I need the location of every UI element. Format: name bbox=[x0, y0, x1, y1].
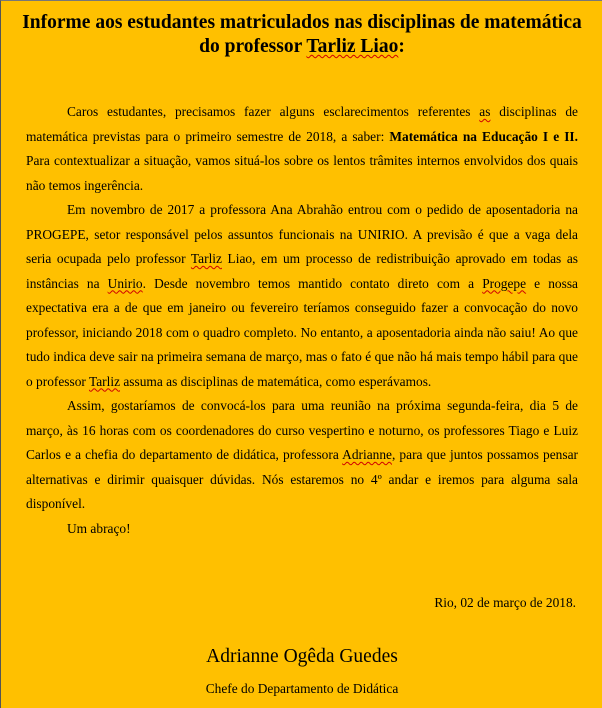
title-line-1: Informe aos estudantes matriculados nas disciplinas de matemática bbox=[22, 12, 582, 33]
paragraph-context bbox=[26, 198, 578, 394]
text-run: assuma as disciplinas de matemática, como esperávamos. bbox=[120, 373, 432, 389]
letter-date: Rio, 02 de março de 2018. bbox=[434, 595, 576, 610]
title-line-2 bbox=[11, 35, 593, 59]
text-run: Tarliz bbox=[190, 251, 222, 266]
paragraph-greeting bbox=[26, 100, 578, 198]
text-run: Em novembro de 2017 a professora Ana Abrahão entrou com o pedido de aposentadoria na PROGEPE, setor responsável pelos assuntos funcionais na UNIRIO. A previsão é que a vaga dela seria ocupada pelo professor bbox=[26, 202, 578, 266]
professor-name: Tarliz Liao bbox=[306, 36, 399, 57]
document-title bbox=[11, 11, 593, 59]
text-run: Assim, gostaríamos de convocá-los para uma reunião na próxima segunda-feira, dia 5 de março, às 16 horas com os coordenadores do curso vespertino e noturno, os professores Tiago e Luiz Carlos e a chefia do departamento de didática, professora bbox=[26, 398, 578, 462]
paragraph-closing: Um abraço! bbox=[67, 520, 131, 536]
text-run: Unirio bbox=[107, 275, 143, 291]
course-name: Matemática na Educação I e II. bbox=[389, 128, 578, 144]
text-run: Liao, em um processo de redistribuição aprovado em todas as instâncias na bbox=[26, 251, 578, 291]
text-run: disciplinas de matemática previstas para o primeiro semestre de 2018, a saber: bbox=[26, 104, 578, 144]
signature-role: Chefe do Departamento de Didática bbox=[205, 681, 399, 696]
text-run: e nossa expectativa era a de que em janeiro ou fevereiro teríamos conseguido fazer a convocação do novo professor, iniciando 2018 com o quadro completo. No entanto, a aposentadoria ainda não saiu! Ao que tudo indica deve sair na primeira semana de março, mas o fato é que não há mais tempo hábil para que o professor bbox=[26, 275, 578, 389]
paragraph-meeting bbox=[26, 394, 578, 517]
text-run: Adrianne bbox=[342, 447, 392, 462]
title-line-2-prefix: do professor bbox=[199, 36, 307, 57]
text-run: as bbox=[479, 104, 491, 119]
text-run: . Desde novembro temos mantido contato direto com a bbox=[142, 275, 483, 291]
text-run: Tarliz bbox=[88, 373, 121, 389]
letter-body bbox=[26, 100, 578, 541]
signature-name: Adrianne Ogêda Guedes bbox=[206, 646, 398, 667]
text-run: Caros estudantes, precisamos fazer alguns esclarecimentos referentes bbox=[67, 104, 480, 119]
text-run: Progepe bbox=[482, 275, 527, 291]
text-run: Para contextualizar a situação, vamos situá-los sobre os lentos trâmites internos envolvidos dos quais não temos ingerência. bbox=[26, 153, 578, 193]
title-line-2-suffix: : bbox=[398, 36, 405, 57]
text-run: , para que juntos possamos pensar alternativas e dirimir quaisquer dúvidas. Nós estaremos no 4º andar e iremos para alguma sala disponível. bbox=[26, 447, 578, 511]
